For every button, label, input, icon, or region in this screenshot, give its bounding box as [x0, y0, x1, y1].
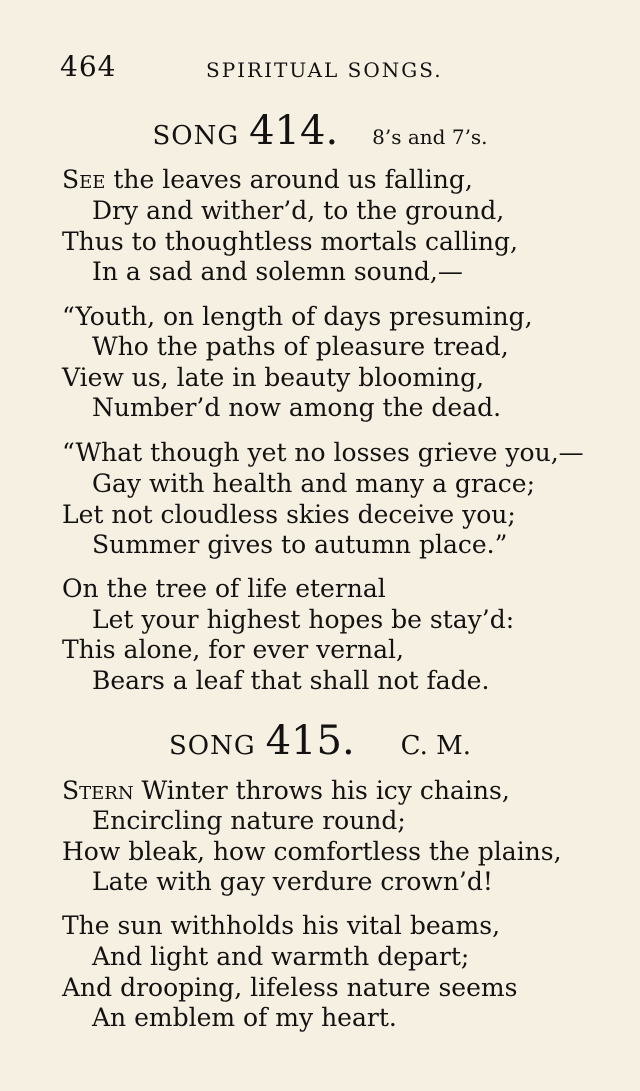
song-label: SONG — [168, 731, 256, 761]
verse-line: “Youth, on length of days presuming, — [62, 302, 533, 331]
song-meter: C. M. — [400, 731, 472, 761]
verse-line: And light and warmth depart; — [92, 942, 470, 971]
verse-line: Stern Winter throws his icy chains, — [62, 776, 510, 805]
verse-line: Let not cloudless skies deceive you; — [62, 500, 516, 529]
verse-line: Number’d now among the dead. — [92, 393, 502, 422]
song-number: 414. — [249, 108, 339, 154]
verse-line: Encircling nature round; — [92, 806, 406, 835]
running-head — [60, 50, 580, 86]
verse-line: Let your highest hopes be stay’d: — [92, 605, 515, 634]
verse-line: And drooping, lifeless nature seems — [62, 973, 518, 1002]
song-label: SONG — [152, 121, 240, 151]
verse-line: Dry and wither’d, to the ground, — [92, 196, 505, 225]
verse-line: Thus to thoughtless mortals calling, — [62, 227, 518, 256]
song-415-heading — [0, 718, 640, 764]
verse-line: Summer gives to autumn place.” — [92, 530, 508, 559]
verse-line: Late with gay verdure crown’d! — [92, 867, 493, 896]
verse-line: An emblem of my heart. — [92, 1003, 397, 1032]
verse-line: This alone, for ever vernal, — [62, 635, 404, 664]
verse-line: On the tree of life eternal — [62, 574, 386, 603]
verse-line: Gay with health and many a grace; — [92, 469, 535, 498]
first-word: Stern — [62, 776, 134, 805]
page-number: 464 — [60, 50, 117, 83]
verse-line: Bears a leaf that shall not fade. — [92, 666, 490, 695]
song-414-heading — [0, 108, 640, 154]
verse-line: The sun withholds his vital beams, — [62, 911, 501, 940]
verse-line: View us, late in beauty blooming, — [62, 363, 485, 392]
first-word: See — [62, 165, 106, 194]
verse-line: Who the paths of pleasure tread, — [92, 332, 509, 361]
verse-line: “What though yet no losses grieve you,— — [62, 438, 584, 467]
running-title: SPIRITUAL SONGS. — [206, 58, 443, 82]
song-number: 415. — [265, 718, 355, 764]
verse-line: See the leaves around us falling, — [62, 165, 473, 194]
verse-line: How bleak, how comfortless the plains, — [62, 837, 562, 866]
song-meter: 8’s and 7’s. — [372, 125, 488, 149]
verse-line: In a sad and solemn sound,— — [92, 257, 463, 286]
